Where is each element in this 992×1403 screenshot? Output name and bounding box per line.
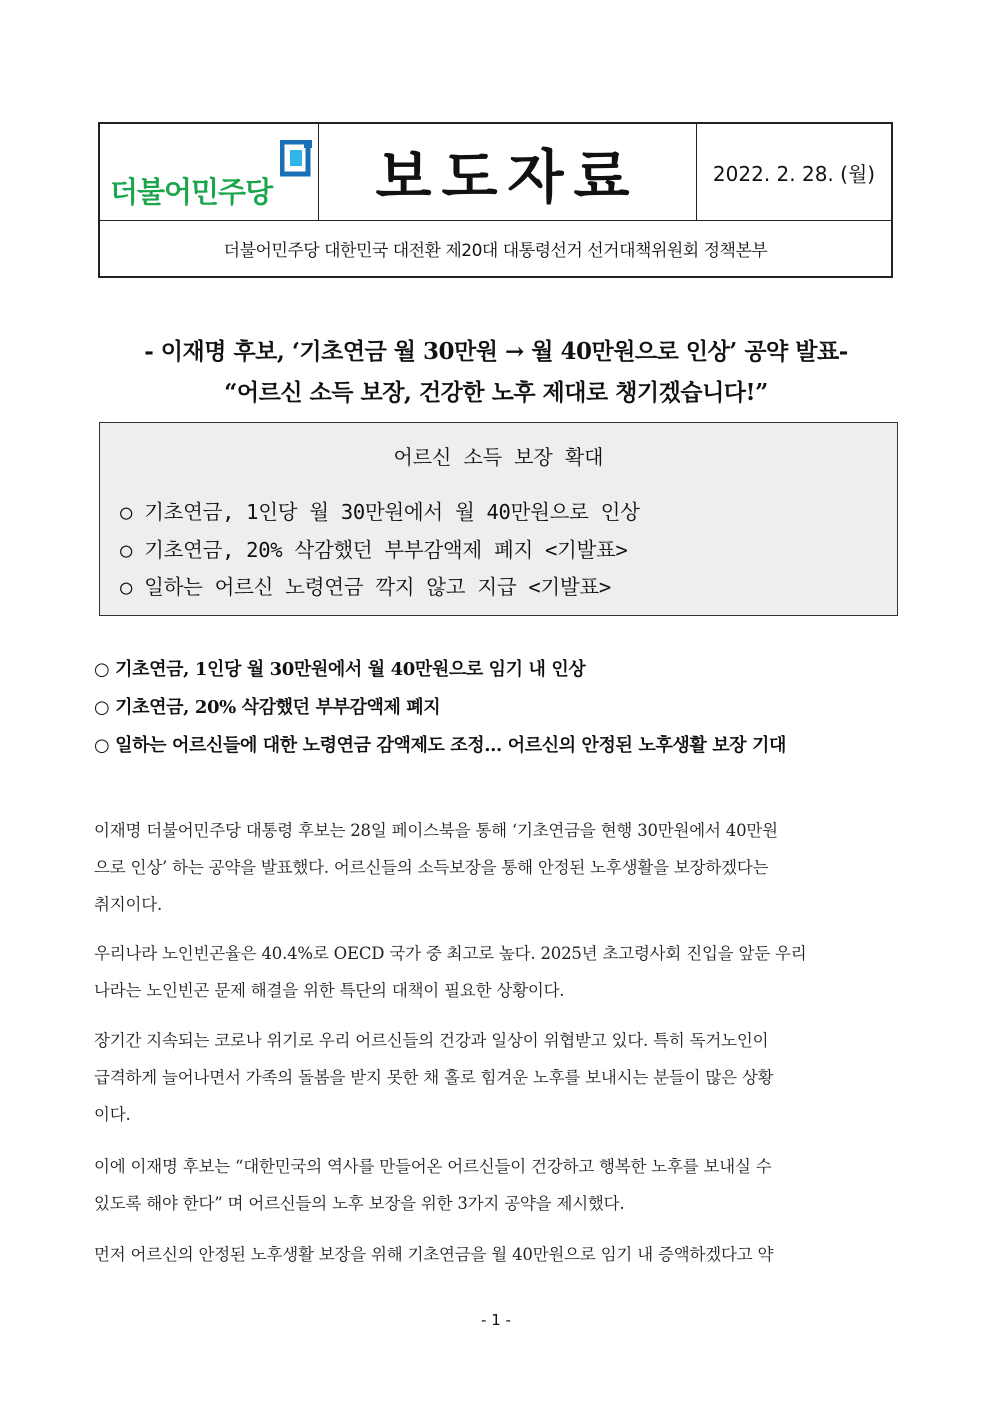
issuing-organization: 더불어민주당 대한민국 대전환 제20대 대통령선거 선거대책위원회 정책본부 [223,241,768,261]
summary-item: ○ 기초연금, 20% 삭감했던 부부감액제 폐지 <기발표> [120,538,628,562]
paragraph-line: 이다. [94,1105,131,1124]
release-date: 2022. 2. 28. (월) [712,161,876,186]
party-logo [100,124,319,220]
paragraph-line: 장기간 지속되는 코로나 위기로 우리 어르신들의 건강과 일상이 위협받고 있다. 특히 독거노인이 [94,1031,769,1050]
summary-box [99,422,898,616]
party-logo-mark-icon [280,140,312,178]
paragraph-line: 으로 인상’ 하는 공약을 발표했다. 어르신들의 소득보장을 통해 안정된 노후생활을 보장하겠다는 [94,858,769,877]
paragraph-line: 취지이다. [94,895,163,914]
headline-line-1: - 이재명 후보, ‘기초연금 월 30만원 → 월 40만원으로 인상’ 공약 발표- [144,338,848,365]
header-org-row [100,221,891,276]
press-release-header [98,122,893,278]
key-point-bullet: ○ 기초연금, 20% 삭감했던 부부감액제 폐지 [94,697,441,718]
summary-item: ○ 일하는 어르신 노령연금 깍지 않고 지급 <기발표> [120,575,611,599]
paragraph-line: 먼저 어르신의 안정된 노후생활 보장을 위해 기초연금을 월 40만원으로 임기 내 증액하겠다고 약 [94,1245,774,1264]
paragraph-line: 우리나라 노인빈곤율은 40.4%로 OECD 국가 중 최고로 높다. 2025년 초고령사회 진입을 앞둔 우리 [94,944,807,963]
title-cell [319,124,697,220]
paragraph-line: 이재명 더불어민주당 대통령 후보는 28일 페이스북을 통해 ‘기초연금을 현행 30만원에서 40만원 [94,821,778,840]
headline-line-2: “어르신 소득 보장, 건강한 노후 제대로 챙기겠습니다!” [224,379,768,406]
paragraph-line: 있도록 해야 한다” 며 어르신들의 노후 보장을 위한 3가지 공약을 제시했다. [94,1194,625,1213]
key-point-bullet: ○ 일하는 어르신들에 대한 노령연금 감액제도 조정... 어르신의 안정된 노후생활 보장 기대 [94,735,787,756]
page-number: - 1 - [481,1311,511,1329]
party-logo-text: 더불어민주당 [110,175,273,209]
paragraph-line: 나라는 노인빈곤 문제 해결을 위한 특단의 대책이 필요한 상황이다. [94,981,565,1000]
summary-item: ○ 기초연금, 1인당 월 30만원에서 월 40만원으로 인상 [120,500,640,524]
summary-title: 어르신 소득 보장 확대 [393,445,604,469]
document-title: 보도자료 [375,143,640,211]
header-top-row [100,124,891,221]
paragraph-line: 급격하게 늘어나면서 가족의 돌봄을 받지 못한 채 홀로 힘겨운 노후를 보내시는 분들이 많은 상황 [94,1068,774,1087]
paragraph-line: 이에 이재명 후보는 “대한민국의 역사를 만들어온 어르신들이 건강하고 행복한 노후를 보내실 수 [94,1157,772,1176]
key-point-bullet: ○ 기초연금, 1인당 월 30만원에서 월 40만원으로 임기 내 인상 [94,659,586,680]
date-cell [697,124,891,220]
